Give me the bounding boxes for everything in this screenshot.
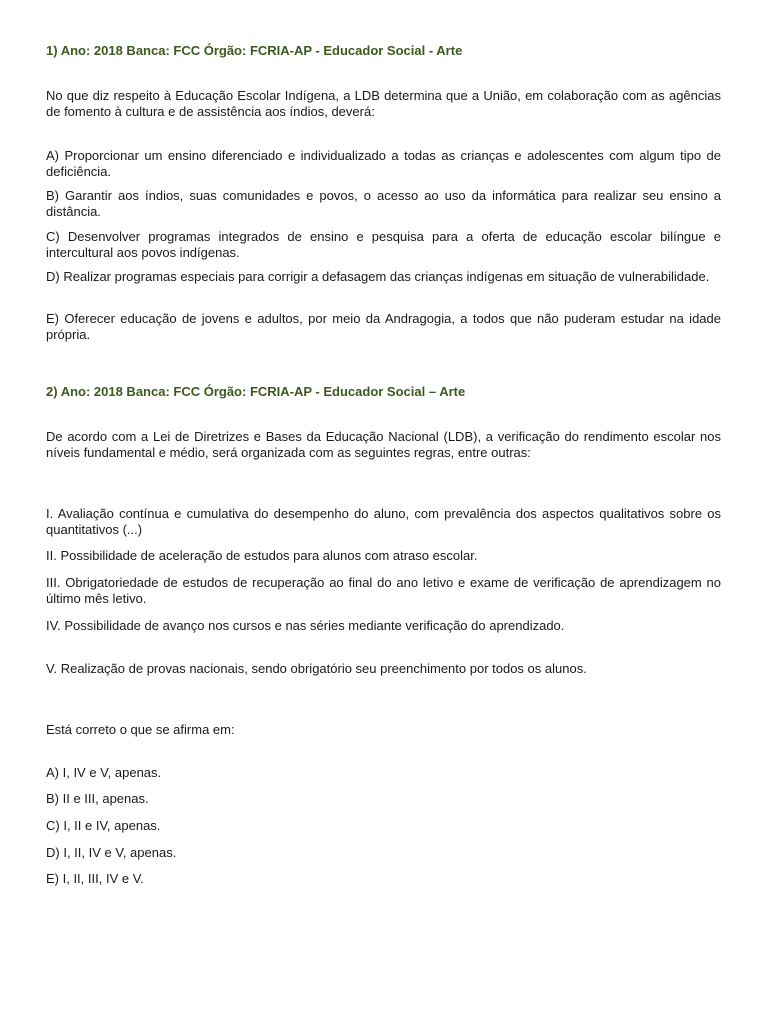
question-2-option-a: A) I, IV e V, apenas.: [46, 765, 162, 780]
question-2-title: 2) Ano: 2018 Banca: FCC Órgão: FCRIA-AP - Educador Social – Arte: [46, 384, 466, 399]
question-1-option-b: B) Garantir aos índios, suas comunidades e povos, o acesso ao uso da informática para realizar seu ensino a distância.: [46, 188, 721, 219]
question-2-item-ii: II. Possibilidade de aceleração de estudos para alunos com atraso escolar.: [46, 548, 478, 563]
question-1-statement: No que diz respeito à Educação Escolar Indígena, a LDB determina que a União, em colaboração com as agências de fomento à cultura e de assistência aos índios, deverá:: [46, 88, 721, 119]
question-2-option-e: E) I, II, III, IV e V.: [46, 871, 144, 886]
question-1-option-c: C) Desenvolver programas integrados de ensino e pesquisa para a oferta de educação escolar bilíngue e intercultural aos povos indígenas.: [46, 229, 721, 260]
question-1-option-e: E) Oferecer educação de jovens e adultos, por meio da Andragogia, a todos que não puderam estudar na idade própria.: [46, 311, 721, 342]
question-1-option-d: D) Realizar programas especiais para corrigir a defasagem das crianças indígenas em situação de vulnerabilidade.: [46, 269, 710, 284]
question-2-option-c: C) I, II e IV, apenas.: [46, 818, 161, 833]
question-2-option-d: D) I, II, IV e V, apenas.: [46, 845, 177, 860]
question-2-item-iii: III. Obrigatoriedade de estudos de recuperação ao final do ano letivo e exame de verificação de aprendizagem no último mês letivo.: [46, 575, 721, 606]
question-2-item-v: V. Realização de provas nacionais, sendo obrigatório seu preenchimento por todos os alunos.: [46, 661, 587, 676]
question-2-statement: De acordo com a Lei de Diretrizes e Bases da Educação Nacional (LDB), a verificação do rendimento escolar nos níveis fundamental e médio, será organizada com as seguintes regras, entre outras:: [46, 429, 721, 460]
question-2-item-iv: IV. Possibilidade de avanço nos cursos e nas séries mediante verificação do aprendizado.: [46, 618, 565, 633]
question-2-option-b: B) II e III, apenas.: [46, 791, 149, 806]
question-1-option-a: A) Proporcionar um ensino diferenciado e individualizado a todas as crianças e adolescentes com algum tipo de deficiência.: [46, 148, 721, 179]
question-2-prompt: Está correto o que se afirma em:: [46, 722, 235, 737]
question-2-item-i: I. Avaliação contínua e cumulativa do desempenho do aluno, com prevalência dos aspectos qualitativos sobre os quantitativos (...): [46, 506, 721, 537]
question-1-title: 1) Ano: 2018 Banca: FCC Órgão: FCRIA-AP - Educador Social - Arte: [46, 43, 463, 58]
